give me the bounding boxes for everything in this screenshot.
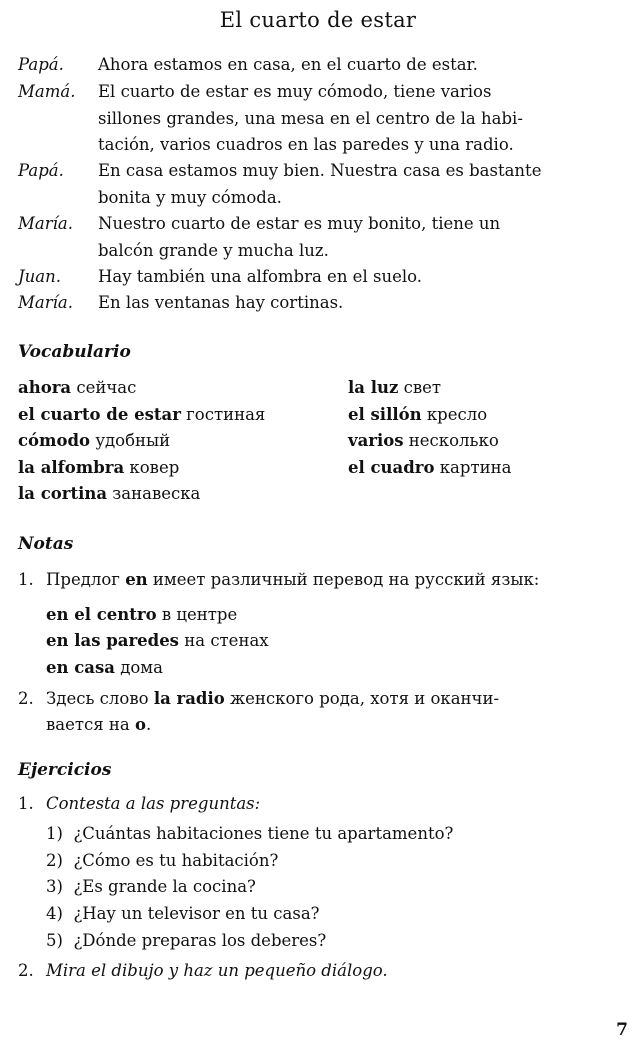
vocab-spanish: el cuadro (348, 458, 435, 477)
vocab-spanish: el cuarto de estar (18, 405, 181, 424)
vocab-russian: ковер (129, 458, 180, 477)
note-example (46, 602, 237, 629)
question-item (46, 928, 326, 955)
question-text: ¿Cómo es tu habitación? (73, 851, 279, 870)
vocab-russian: свет (403, 378, 442, 397)
exercise-number: 2. (18, 961, 34, 980)
question-number: 1) (46, 824, 63, 843)
question-number: 2) (46, 851, 63, 870)
vocab-spanish: la luz (348, 378, 399, 397)
page-title: El cuarto de estar (219, 8, 417, 32)
dialogue-text: balcón grande y mucha luz. (98, 240, 329, 260)
note-text-part: Здесь слово (46, 689, 154, 708)
note-text (46, 686, 499, 713)
exercise-number: 1. (18, 794, 34, 813)
vocab-entry (18, 428, 170, 455)
question-item (46, 848, 278, 875)
note-keyword: en (125, 570, 148, 589)
note-text-part: вается на (46, 715, 135, 734)
note-example (46, 655, 163, 682)
question-item (46, 901, 320, 928)
example-spanish: en casa (46, 658, 115, 677)
question-text: ¿Cuántas habitaciones tiene tu apartamento? (73, 824, 454, 843)
exercise-instruction: Contesta a las preguntas: (46, 794, 261, 813)
note-number: 2. (18, 689, 34, 708)
speaker: Juan. (18, 267, 61, 286)
vocab-russian: картина (439, 458, 512, 477)
question-text: ¿Es grande la cocina? (73, 877, 256, 896)
page-number: 7 (616, 1020, 628, 1040)
vocab-entry (348, 455, 511, 482)
vocab-spanish: varios (348, 431, 404, 450)
note-number: 1. (18, 570, 34, 589)
note-text-part: имеет различный перевод на русский язык: (147, 570, 540, 589)
example-spanish: en las paredes (46, 631, 179, 650)
question-item (46, 821, 453, 848)
vocab-russian: удобный (95, 431, 171, 450)
question-number: 3) (46, 877, 63, 896)
vocab-spanish: ahora (18, 378, 72, 397)
vocab-entry (18, 455, 179, 482)
dialogue-text: Ahora estamos en casa, en el cuarto de estar. (98, 55, 478, 74)
exercise-instruction: Mira el dibujo y haz un pequeño diálogo. (46, 961, 388, 980)
example-spanish: en el centro (46, 605, 157, 624)
dialogue-text: Nuestro cuarto de estar es muy bonito, tiene un (98, 214, 501, 233)
vocab-spanish: el sillón (348, 405, 422, 424)
example-russian: на стенах (184, 631, 269, 650)
dialogue-text: En las ventanas hay cortinas. (98, 293, 344, 312)
note-keyword: o (135, 715, 147, 734)
notas-heading: Notas (18, 534, 74, 554)
vocab-entry (348, 402, 487, 429)
dialogue-text: En casa estamos muy bien. Nuestra casa es bastante (98, 161, 542, 180)
example-russian: в центре (161, 605, 238, 624)
question-number: 5) (46, 931, 63, 950)
vocab-russian: кресло (426, 405, 488, 424)
dialogue-text: Hay también una alfombra en el suelo. (98, 267, 422, 286)
vocab-russian: несколько (408, 431, 499, 450)
vocab-russian: гостиная (186, 405, 266, 424)
note-example (46, 628, 269, 655)
note-text (46, 567, 539, 594)
dialogue-text: El cuarto de estar es muy cómodo, tiene varios (98, 82, 492, 101)
speaker: María. (18, 214, 73, 233)
vocab-spanish: cómodo (18, 431, 91, 450)
speaker: Papá. (18, 55, 64, 74)
dialogue-text: bonita y muy cómoda. (98, 187, 282, 207)
vocab-entry (18, 375, 136, 402)
dialogue-text: tación, varios cuadros en las paredes y una radio. (98, 135, 514, 154)
vocab-entry (348, 375, 441, 402)
example-russian: дома (120, 658, 163, 677)
speaker: María. (18, 293, 73, 312)
note-text (46, 712, 151, 739)
vocab-russian: сейчас (76, 378, 137, 397)
question-text: ¿Dónde preparas los deberes? (73, 931, 327, 950)
vocab-spanish: la alfombra (18, 458, 125, 477)
vocab-entry (18, 402, 265, 429)
vocab-entry (348, 428, 499, 455)
question-number: 4) (46, 904, 63, 923)
vocabulario-heading: Vocabulario (18, 342, 131, 362)
question-text: ¿Hay un televisor en tu casa? (73, 904, 320, 923)
vocab-spanish: la cortina (18, 484, 108, 503)
note-text-part: Предлог (46, 570, 126, 589)
ejercicios-heading: Ejercicios (18, 760, 112, 780)
question-item (46, 874, 256, 901)
speaker: Mamá. (18, 82, 76, 101)
vocab-entry (18, 481, 200, 508)
note-text-part: женского рода, хотя и оканчи- (224, 689, 500, 708)
note-keyword: la radio (153, 689, 225, 708)
vocab-russian: занавеска (112, 484, 201, 503)
note-text-part: . (146, 715, 152, 734)
dialogue-text: sillones grandes, una mesa en el centro de la habi- (98, 108, 523, 128)
speaker: Papá. (18, 161, 64, 180)
